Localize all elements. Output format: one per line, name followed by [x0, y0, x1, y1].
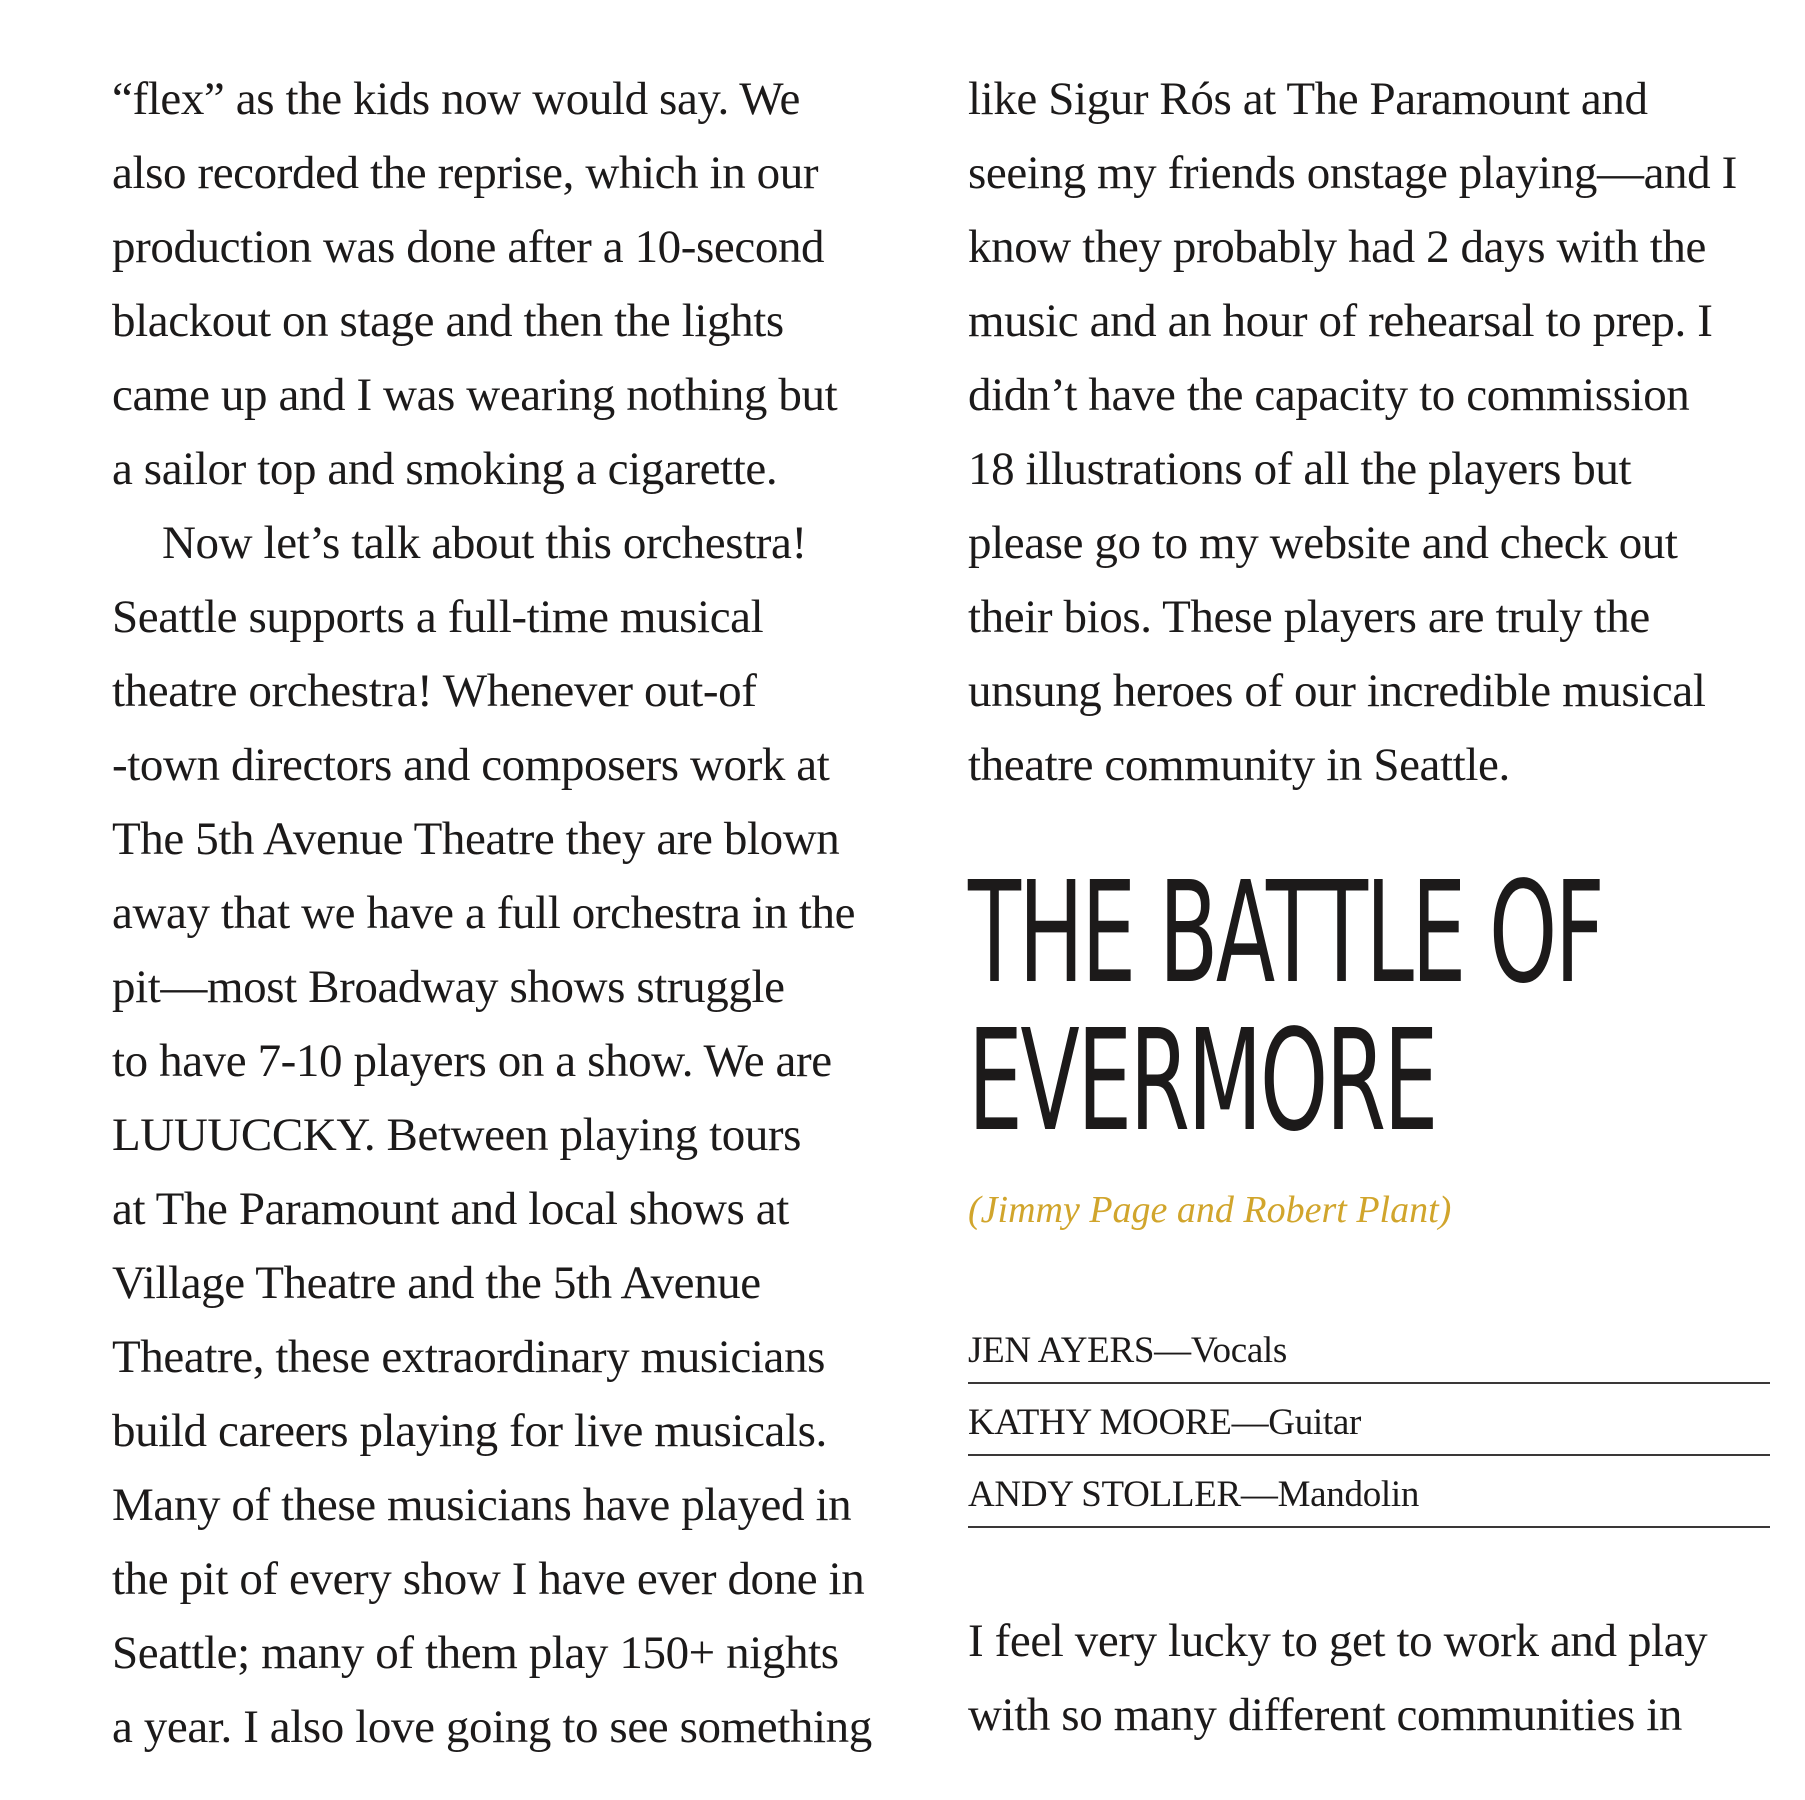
body-text-line: theatre orchestra! Whenever out-of — [112, 665, 757, 717]
credit-row — [968, 1384, 1770, 1456]
body-text-line: LUUUCCKY. Between playing tours — [112, 1109, 802, 1161]
paragraph-start-line: Now let’s talk about this orchestra! — [162, 517, 807, 569]
credit-row — [968, 1456, 1770, 1528]
body-text-line: I feel very lucky to get to work and play — [968, 1615, 1708, 1667]
body-text-line: Theatre, these extraordinary musicians — [112, 1331, 826, 1383]
body-text-line: Many of these musicians have played in — [112, 1479, 852, 1531]
body-text-line: Seattle; many of them play 150+ nights — [112, 1627, 839, 1679]
body-text-line: a sailor top and smoking a cigarette. — [112, 443, 778, 495]
body-text-line: at The Paramount and local shows at — [112, 1183, 789, 1235]
body-text-line: 18 illustrations of all the players but — [968, 443, 1632, 495]
body-text-line: theatre community in Seattle. — [968, 739, 1510, 791]
body-text-line: didn’t have the capacity to commission — [968, 369, 1690, 421]
body-text-line: blackout on stage and then the lights — [112, 295, 784, 347]
body-text-line: The 5th Avenue Theatre they are blown — [112, 813, 840, 865]
body-text-line: a year. I also love going to see something — [112, 1701, 872, 1753]
song-title — [968, 852, 1788, 1163]
closing-paragraph — [968, 1604, 1768, 1752]
performer-name: ANDY STOLLER — [968, 1474, 1241, 1515]
body-text-line: seeing my friends onstage playing—and I — [968, 147, 1737, 199]
body-text-line: build careers playing for live musicals. — [112, 1405, 827, 1457]
body-text-line: with so many different communities in — [968, 1689, 1683, 1741]
body-text-line: away that we have a full orchestra in the — [112, 887, 856, 939]
performer-credits — [968, 1312, 1770, 1528]
body-text-line: pit—most Broadway shows struggle — [112, 961, 785, 1013]
song-title-line: THE BATTLE OF — [968, 852, 1603, 1015]
body-text-line: to have 7-10 players on a show. We are — [112, 1035, 832, 1087]
performer-name: JEN AYERS — [968, 1330, 1155, 1371]
right-text-column — [968, 62, 1768, 802]
left-text-column — [112, 62, 892, 1764]
body-text-line: -town directors and composers work at — [112, 739, 830, 791]
body-text-line: came up and I was wearing nothing but — [112, 369, 838, 421]
performer-role: —Guitar — [1231, 1402, 1362, 1443]
body-text-line: please go to my website and check out — [968, 517, 1678, 569]
body-text-line: “flex” as the kids now would say. We — [112, 73, 800, 125]
performer-role: —Mandolin — [1240, 1474, 1420, 1515]
credit-row — [968, 1312, 1770, 1384]
body-text-line: unsung heroes of our incredible musical — [968, 665, 1706, 717]
body-text-line: the pit of every show I have ever done in — [112, 1553, 865, 1605]
song-title-line: EVERMORE — [968, 1000, 1436, 1163]
body-text-line: Village Theatre and the 5th Avenue — [112, 1257, 761, 1309]
body-text-line: their bios. These players are truly the — [968, 591, 1650, 643]
song-writers: (Jimmy Page and Robert Plant) — [968, 1189, 1452, 1231]
body-text-line: music and an hour of rehearsal to prep. I — [968, 295, 1713, 347]
body-text-line: Seattle supports a full-time musical — [112, 591, 764, 643]
body-text-line: production was done after a 10-second — [112, 221, 825, 273]
performer-name: KATHY MOORE — [968, 1402, 1232, 1443]
body-text-line: know they probably had 2 days with the — [968, 221, 1706, 273]
body-text-line: also recorded the reprise, which in our — [112, 147, 819, 199]
body-text-line: like Sigur Rós at The Paramount and — [968, 73, 1648, 125]
performer-role: —Vocals — [1154, 1330, 1288, 1371]
